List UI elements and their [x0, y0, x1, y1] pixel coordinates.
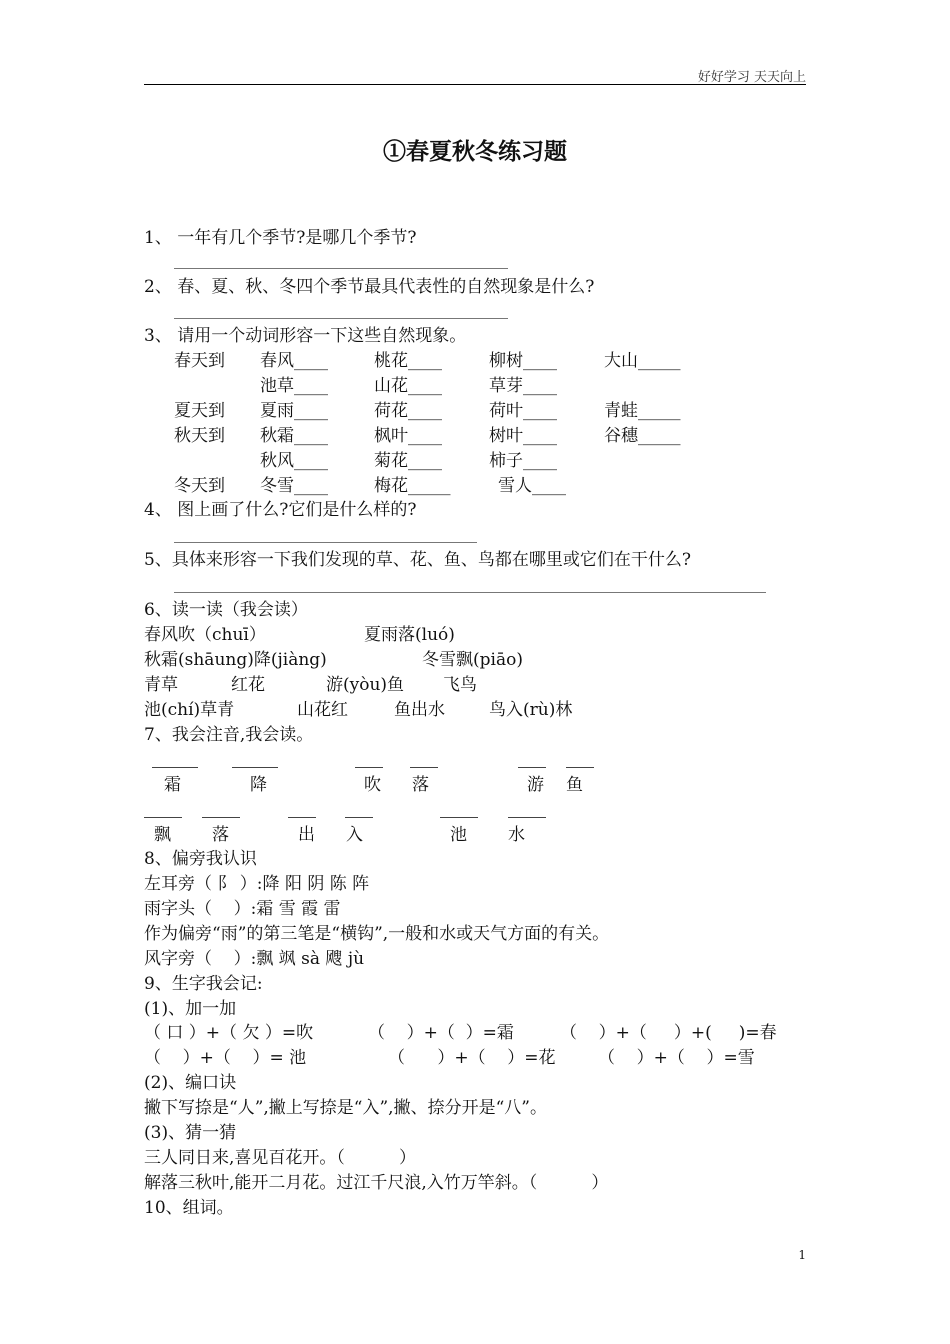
phrase-item: 草芽____: [489, 376, 557, 396]
phrase-item: 冬雪____: [260, 476, 328, 496]
phrase-item: 柳树____: [489, 351, 557, 371]
phrase-item: 梅花_____: [374, 476, 451, 496]
riddle: 解落三秋叶,能开二月花。过江千尺浪,入竹万竿斜。（ ）: [144, 1173, 609, 1193]
phrase-item: 谷穗_____: [604, 426, 681, 446]
reading-phrase: 冬雪飘(piāo): [422, 650, 523, 670]
reading-phrase: 秋霜(shāung)降(jiàng): [144, 650, 327, 670]
pinyin-blank: [518, 767, 546, 768]
phrase-item: 荷花____: [374, 401, 442, 421]
character: 落: [412, 775, 429, 795]
phrase-item: 池草____: [260, 376, 328, 396]
answer-line: [174, 592, 766, 593]
pinyin-blank: [345, 817, 373, 818]
reading-phrase: 青草: [144, 675, 178, 695]
season-label: 冬天到: [174, 476, 225, 496]
phrase-item: 雪人____: [498, 476, 566, 496]
pinyin-blank: [410, 767, 438, 768]
phrase-item: 枫叶____: [374, 426, 442, 446]
answer-line: [174, 268, 508, 269]
reading-phrase: 春风吹（chuī）: [144, 625, 266, 645]
formula: （ ）+（ ）+( )=春: [560, 1023, 777, 1043]
phrase-item: 大山_____: [604, 351, 681, 371]
phrase-item: 柿子____: [489, 451, 557, 471]
question-6: 6、读一读（我会读）: [144, 600, 308, 620]
phrase-item: 山花____: [374, 376, 442, 396]
radical-line: 雨字头（ ）:霜 雪 霞 雷: [144, 899, 341, 919]
character: 游: [527, 775, 544, 795]
character: 吹: [364, 775, 381, 795]
question-2: 2、 春、夏、秋、冬四个季节最具代表性的自然现象是什么?: [144, 277, 595, 297]
radical-note: 作为偏旁“雨”的第三笔是“横钩”,一般和水或天气方面的有关。: [144, 924, 610, 944]
season-label: 夏天到: [174, 401, 225, 421]
answer-line: [174, 542, 477, 543]
header-rule: [144, 84, 806, 85]
character: 鱼: [566, 775, 583, 795]
reading-phrase: 飞鸟: [443, 675, 477, 695]
question-10: 10、组词。: [144, 1198, 234, 1218]
pinyin-blank: [202, 817, 240, 818]
pinyin-blank: [355, 767, 383, 768]
character: 飘: [154, 825, 171, 845]
pinyin-blank: [440, 817, 478, 818]
reading-phrase: 山花红: [297, 700, 348, 720]
reading-phrase: 红花: [231, 675, 265, 695]
reading-phrase: 夏雨落(luó): [364, 625, 455, 645]
question-4: 4、 图上画了什么?它们是什么样的?: [144, 500, 417, 520]
character: 降: [250, 775, 267, 795]
pinyin-blank: [508, 817, 546, 818]
page-number: 1: [798, 1248, 806, 1262]
pinyin-blank: [144, 817, 182, 818]
formula: （ ）+（ ）=霜: [368, 1023, 514, 1043]
formula: （ ）+（ ）=花: [388, 1048, 556, 1068]
phrase-item: 夏雨____: [260, 401, 328, 421]
phrase-item: 荷叶____: [489, 401, 557, 421]
phrase-item: 秋霜____: [260, 426, 328, 446]
radical-line: 左耳旁（ 阝 ）:降 阳 阴 陈 阵: [144, 874, 370, 894]
season-label: 春天到: [174, 351, 225, 371]
season-label: 秋天到: [174, 426, 225, 446]
subsection-heading: (3)、猜一猜: [144, 1123, 237, 1143]
phrase-item: 秋风____: [260, 451, 328, 471]
reading-phrase: 鱼出水: [394, 700, 445, 720]
character: 水: [508, 825, 525, 845]
character: 池: [450, 825, 467, 845]
phrase-item: 春风____: [260, 351, 328, 371]
phrase-item: 桃花____: [374, 351, 442, 371]
question-5: 5、具体来形容一下我们发现的草、花、鱼、鸟都在哪里或它们在干什么?: [144, 550, 691, 570]
formula: （ ）+（ ）=雪: [598, 1048, 755, 1068]
pinyin-blank: [288, 817, 316, 818]
page-title: ①春夏秋冬练习题: [383, 138, 567, 165]
character: 霜: [164, 775, 181, 795]
pinyin-blank: [232, 767, 278, 768]
question-8: 8、偏旁我认识: [144, 849, 257, 869]
pinyin-blank: [566, 767, 594, 768]
formula: （ ）+（ ）= 池: [144, 1048, 307, 1068]
reading-phrase: 鸟入(rù)林: [489, 700, 573, 720]
radical-line: 风字旁（ ）:飘 飒 sà 飕 jù: [144, 949, 365, 969]
formula: （ 口 ）+（ 欠 ）=吹: [144, 1023, 314, 1043]
subsection-heading: (1)、加一加: [144, 999, 237, 1019]
question-3: 3、 请用一个动词形容一下这些自然现象。: [144, 326, 467, 346]
answer-line: [174, 318, 508, 319]
character: 入: [346, 825, 363, 845]
question-7: 7、我会注音,我会读。: [144, 725, 314, 745]
pinyin-blank: [152, 767, 198, 768]
character: 出: [298, 825, 315, 845]
phrase-item: 菊花____: [374, 451, 442, 471]
phrase-item: 树叶____: [489, 426, 557, 446]
reading-phrase: 池(chí)草青: [144, 700, 235, 720]
character: 落: [212, 825, 229, 845]
header-text: 好好学习 天天向上: [697, 70, 806, 85]
reading-phrase: 游(yòu)鱼: [326, 675, 405, 695]
rhyme-text: 撇下写捺是“人”,撇上写捺是“入”,撇、捺分开是“八”。: [144, 1098, 547, 1118]
question-1: 1、 一年有几个季节?是哪几个季节?: [144, 228, 417, 248]
subsection-heading: (2)、编口诀: [144, 1073, 237, 1093]
riddle: 三人同日来,喜见百花开。（ ）: [144, 1148, 416, 1168]
question-9: 9、生字我会记:: [144, 974, 263, 994]
phrase-item: 青蛙_____: [604, 401, 681, 421]
